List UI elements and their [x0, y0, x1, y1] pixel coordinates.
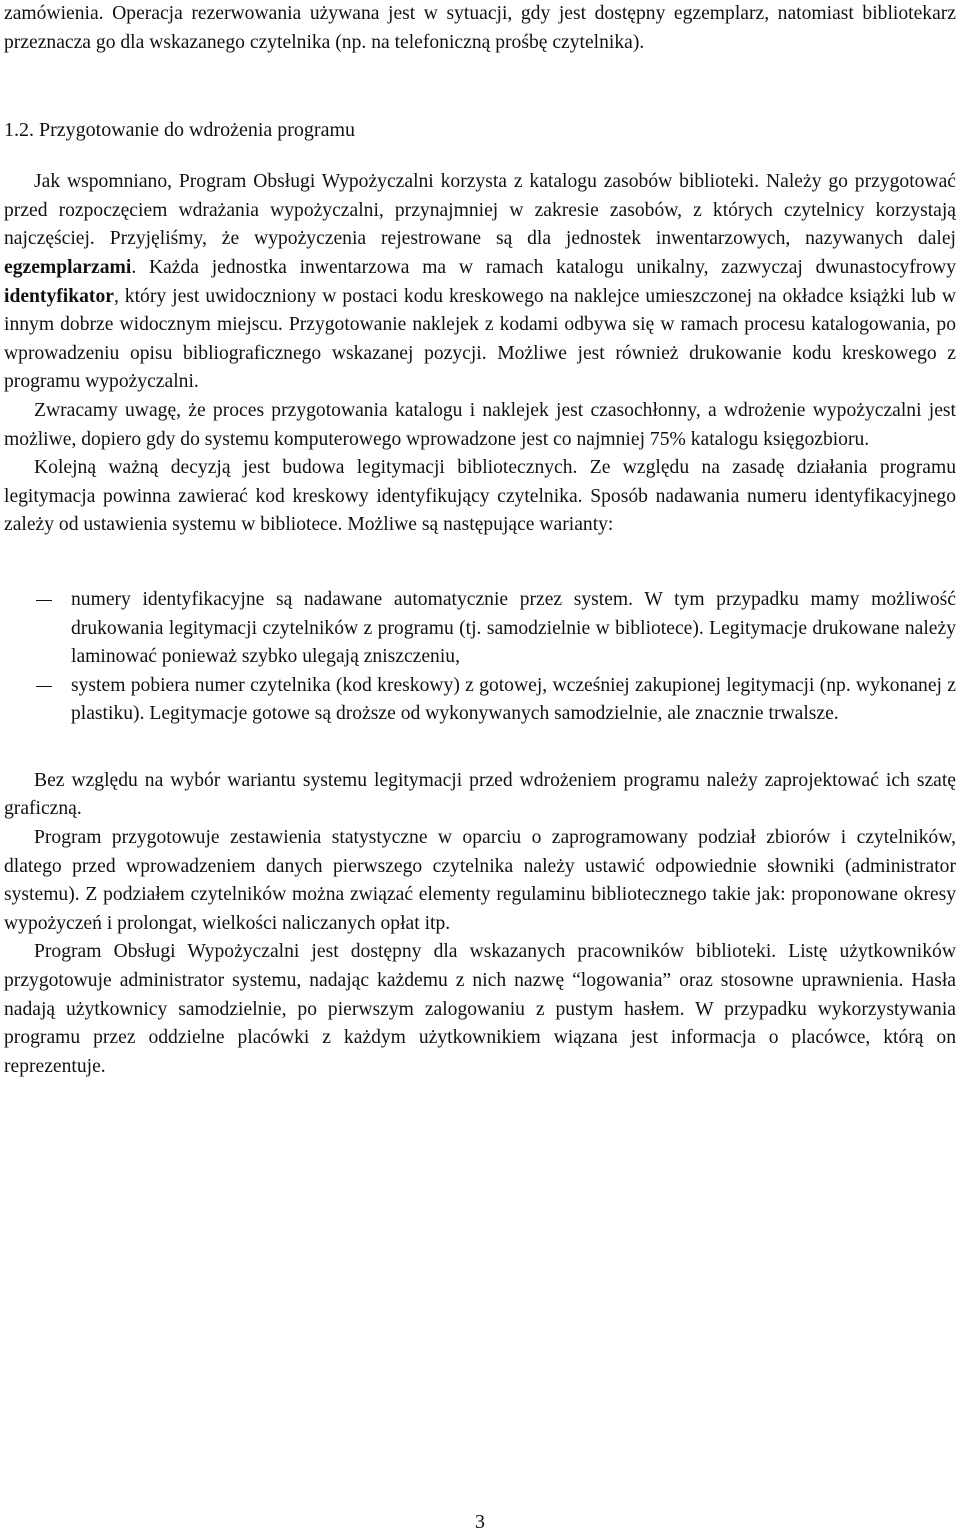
paragraph-users: Program Obsługi Wypożyczalni jest dostępny dla wskazanych pracowników biblioteki. Listę użytkowników przygotowuje administrator systemu, nadając każdemu z nich nazwę “logowania” oraz stosowne uprawnienia. Hasła nadają użytkownicy samodzielnie, po pierwszym zalogowaniu z pustym hasłem. W przypadku wykorzystywania programu przez oddzielne placówki z każdym użytkownikiem wiązana jest informacja o placówce, którą on reprezentuje.	[4, 941, 956, 1077]
section-heading: 1.2. Przygotowanie do wdrożenia programu	[4, 119, 356, 142]
paragraph-card-design: Bez względu na wybór wariantu systemu legitymacji przed wdrożeniem programu należy zaprojektować ich szatę graficzną.	[4, 769, 956, 820]
dash-bullet-icon	[36, 686, 52, 688]
paragraph-catalog-preparation	[4, 168, 956, 397]
document-page	[4, 0, 956, 1081]
list-item-text: system pobiera numer czytelnika (kod kreskowy) z gotowej, wcześniej zakupionej legitymacji (np. wykonanej z plastiku). Legitymacje gotowe są droższe od wykonywanych samodzielnie, ale znacznie trwalsze.	[71, 674, 956, 725]
paragraph-text: . Każda jednostka inwentarzowa ma w ramach katalogu unikalny, zazwyczaj dwunastocyfrowy	[131, 256, 956, 278]
dash-bullet-icon	[36, 600, 52, 602]
paragraph-text: , który jest uwidoczniony w postaci kodu kreskowego na naklejce umieszczonej na okładce książki lub w innym dobrze widocznym miejscu. Przygotowanie naklejek z kodami odbywa się w ramach procesu katalogowania, po wprowadzeniu opisu bibliograficznego wskazanej pozycji. Możliwe jest również drukowanie kodu kreskowego z programu wypożyczalni.	[4, 285, 956, 393]
paragraph-catalog-time: Zwracamy uwagę, że proces przygotowania katalogu i naklejek jest czasochłonny, a wdrożenie wypożyczalni jest możliwe, dopiero gdy do systemu komputerowego wprowadzone jest co najmniej 75% katalogu księgozbioru.	[4, 399, 956, 450]
page-number: 3	[475, 1511, 485, 1533]
variants-list	[4, 586, 956, 729]
term-egzemplarze: egzemplarzami	[4, 256, 132, 278]
list-item	[4, 672, 956, 729]
paragraph-statistics: Program przygotowuje zestawienia statystyczne w oparciu o zaprogramowany podział zbiorów i czytelników, dlatego przed wprowadzeniem danych pierwszego czytelnika należy ustawić odpowiednie słowniki (administrator systemu). Z podziałem czytelników można związać elementy regulaminu bibliotecznego takie jak: proponowane okresy wypożyczeń i prolongat, wielkości naliczanych opłat itp.	[4, 827, 956, 934]
paragraph-reader-cards: Kolejną ważną decyzją jest budowa legitymacji bibliotecznych. Ze względu na zasadę działania programu legitymacja powinna zawierać kod kreskowy identyfikujący czytelnika. Sposób nadawania numeru identyfikacyjnego zależy od ustawienia systemu w bibliotece. Możliwe są następujące warianty:	[4, 457, 956, 536]
paragraph-text: Jak wspomniano, Program Obsługi Wypożyczalni korzysta z katalogu zasobów biblioteki. Należy go przygotować przed rozpoczęciem wdrażania wypożyczalni, przynajmniej w zakresie zasobów, z których czytelnicy korzystają najczęściej. Przyjęliśmy, że wypożyczenia rejestrowane są dla jednostek inwentarzowych, nazywanych dalej	[4, 171, 956, 250]
list-item-text: numery identyfikacyjne są nadawane automatycznie przez system. W tym przypadku mamy możliwość drukowania legitymacji czytelników z programu (tj. samodzielnie w bibliotece). Legitymacje drukowane należy laminować ponieważ szybko ulegają zniszczeniu,	[71, 588, 956, 668]
list-item	[4, 586, 956, 672]
intro-paragraph: zamówienia. Operacja rezerwowania używana jest w sytuacji, gdy jest dostępny egzemplarz, natomiast bibliotekarz przeznacza go dla wskazanego czytelnika (np. na telefoniczną prośbę czytelnika).	[4, 3, 956, 53]
term-identyfikator: identyfikator	[4, 285, 114, 307]
